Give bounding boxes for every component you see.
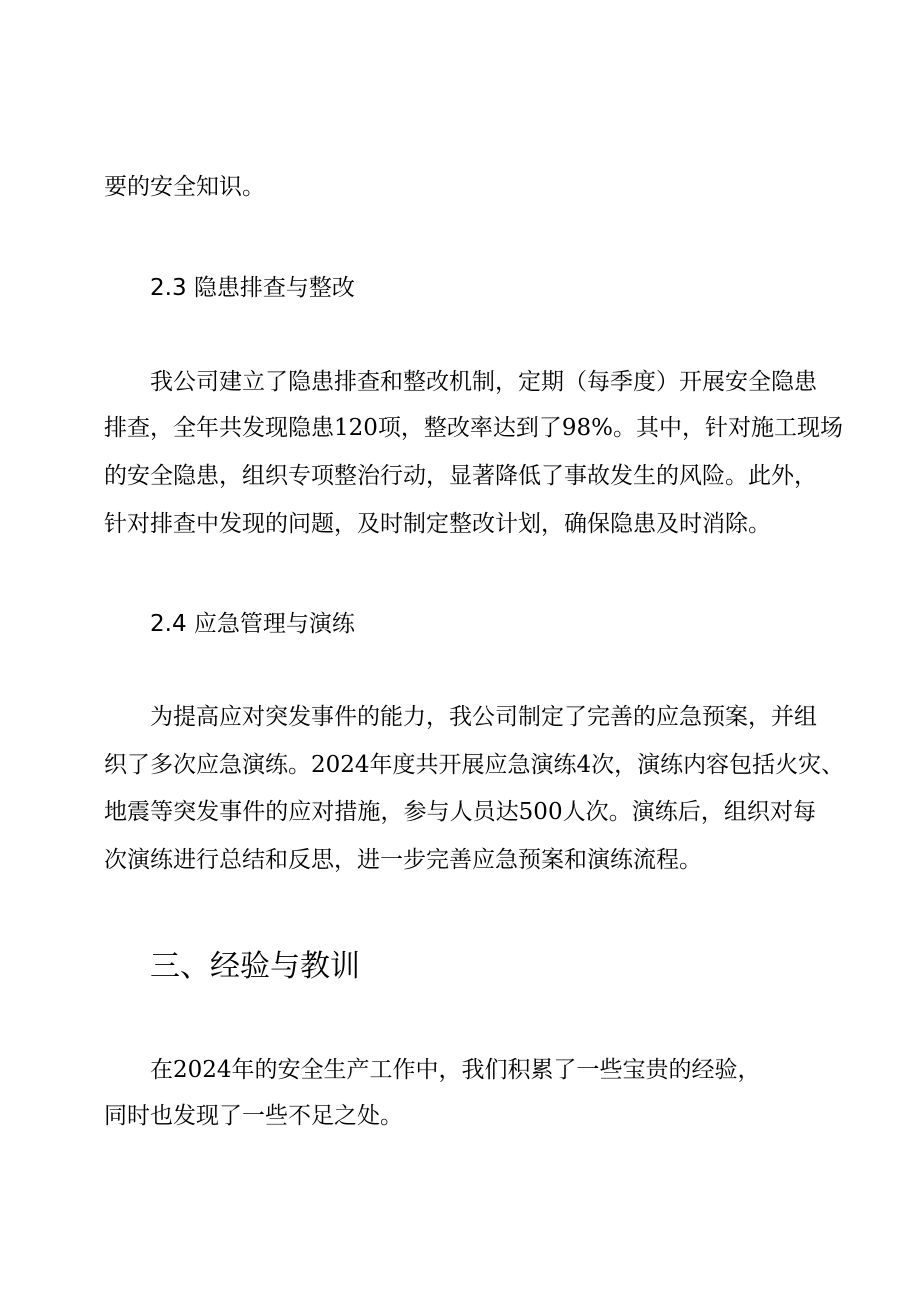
section-3-heading: 三、经验与教训	[150, 949, 360, 984]
section-2-4-heading: 2.4 应急管理与演练	[150, 611, 355, 637]
paragraph-line: 地震等突发事件的应对措施，参与人员达500人次。演练后，组织对每	[104, 799, 816, 825]
paragraph-line: 次演练进行总结和反思，进一步完善应急预案和演练流程。	[104, 847, 702, 873]
paragraph-line: 排查，全年共发现隐患120项，整改率达到了98%。其中，针对施工现场	[104, 415, 844, 441]
paragraph-line: 织了多次应急演练。2024年度共开展应急演练4次，演练内容包括火灾、	[104, 752, 845, 778]
paragraph-line: 为提高应对突发事件的能力，我公司制定了完善的应急预案，并组	[150, 704, 817, 730]
paragraph-line: 的安全隐患，组织专项整治行动，显著降低了事故发生的风险。此外，	[104, 463, 817, 489]
continuation-text: 要的安全知识。	[104, 174, 265, 200]
section-2-3-heading: 2.3 隐患排查与整改	[150, 275, 355, 301]
paragraph-line: 我公司建立了隐患排查和整改机制，定期（每季度）开展安全隐患	[150, 369, 817, 395]
paragraph-line: 同时也发现了一些不足之处。	[104, 1103, 403, 1129]
paragraph-line: 在2024年的安全生产工作中，我们积累了一些宝贵的经验，	[150, 1057, 761, 1083]
paragraph-line: 针对排查中发现的问题，及时制定整改计划，确保隐患及时消除。	[104, 511, 771, 537]
